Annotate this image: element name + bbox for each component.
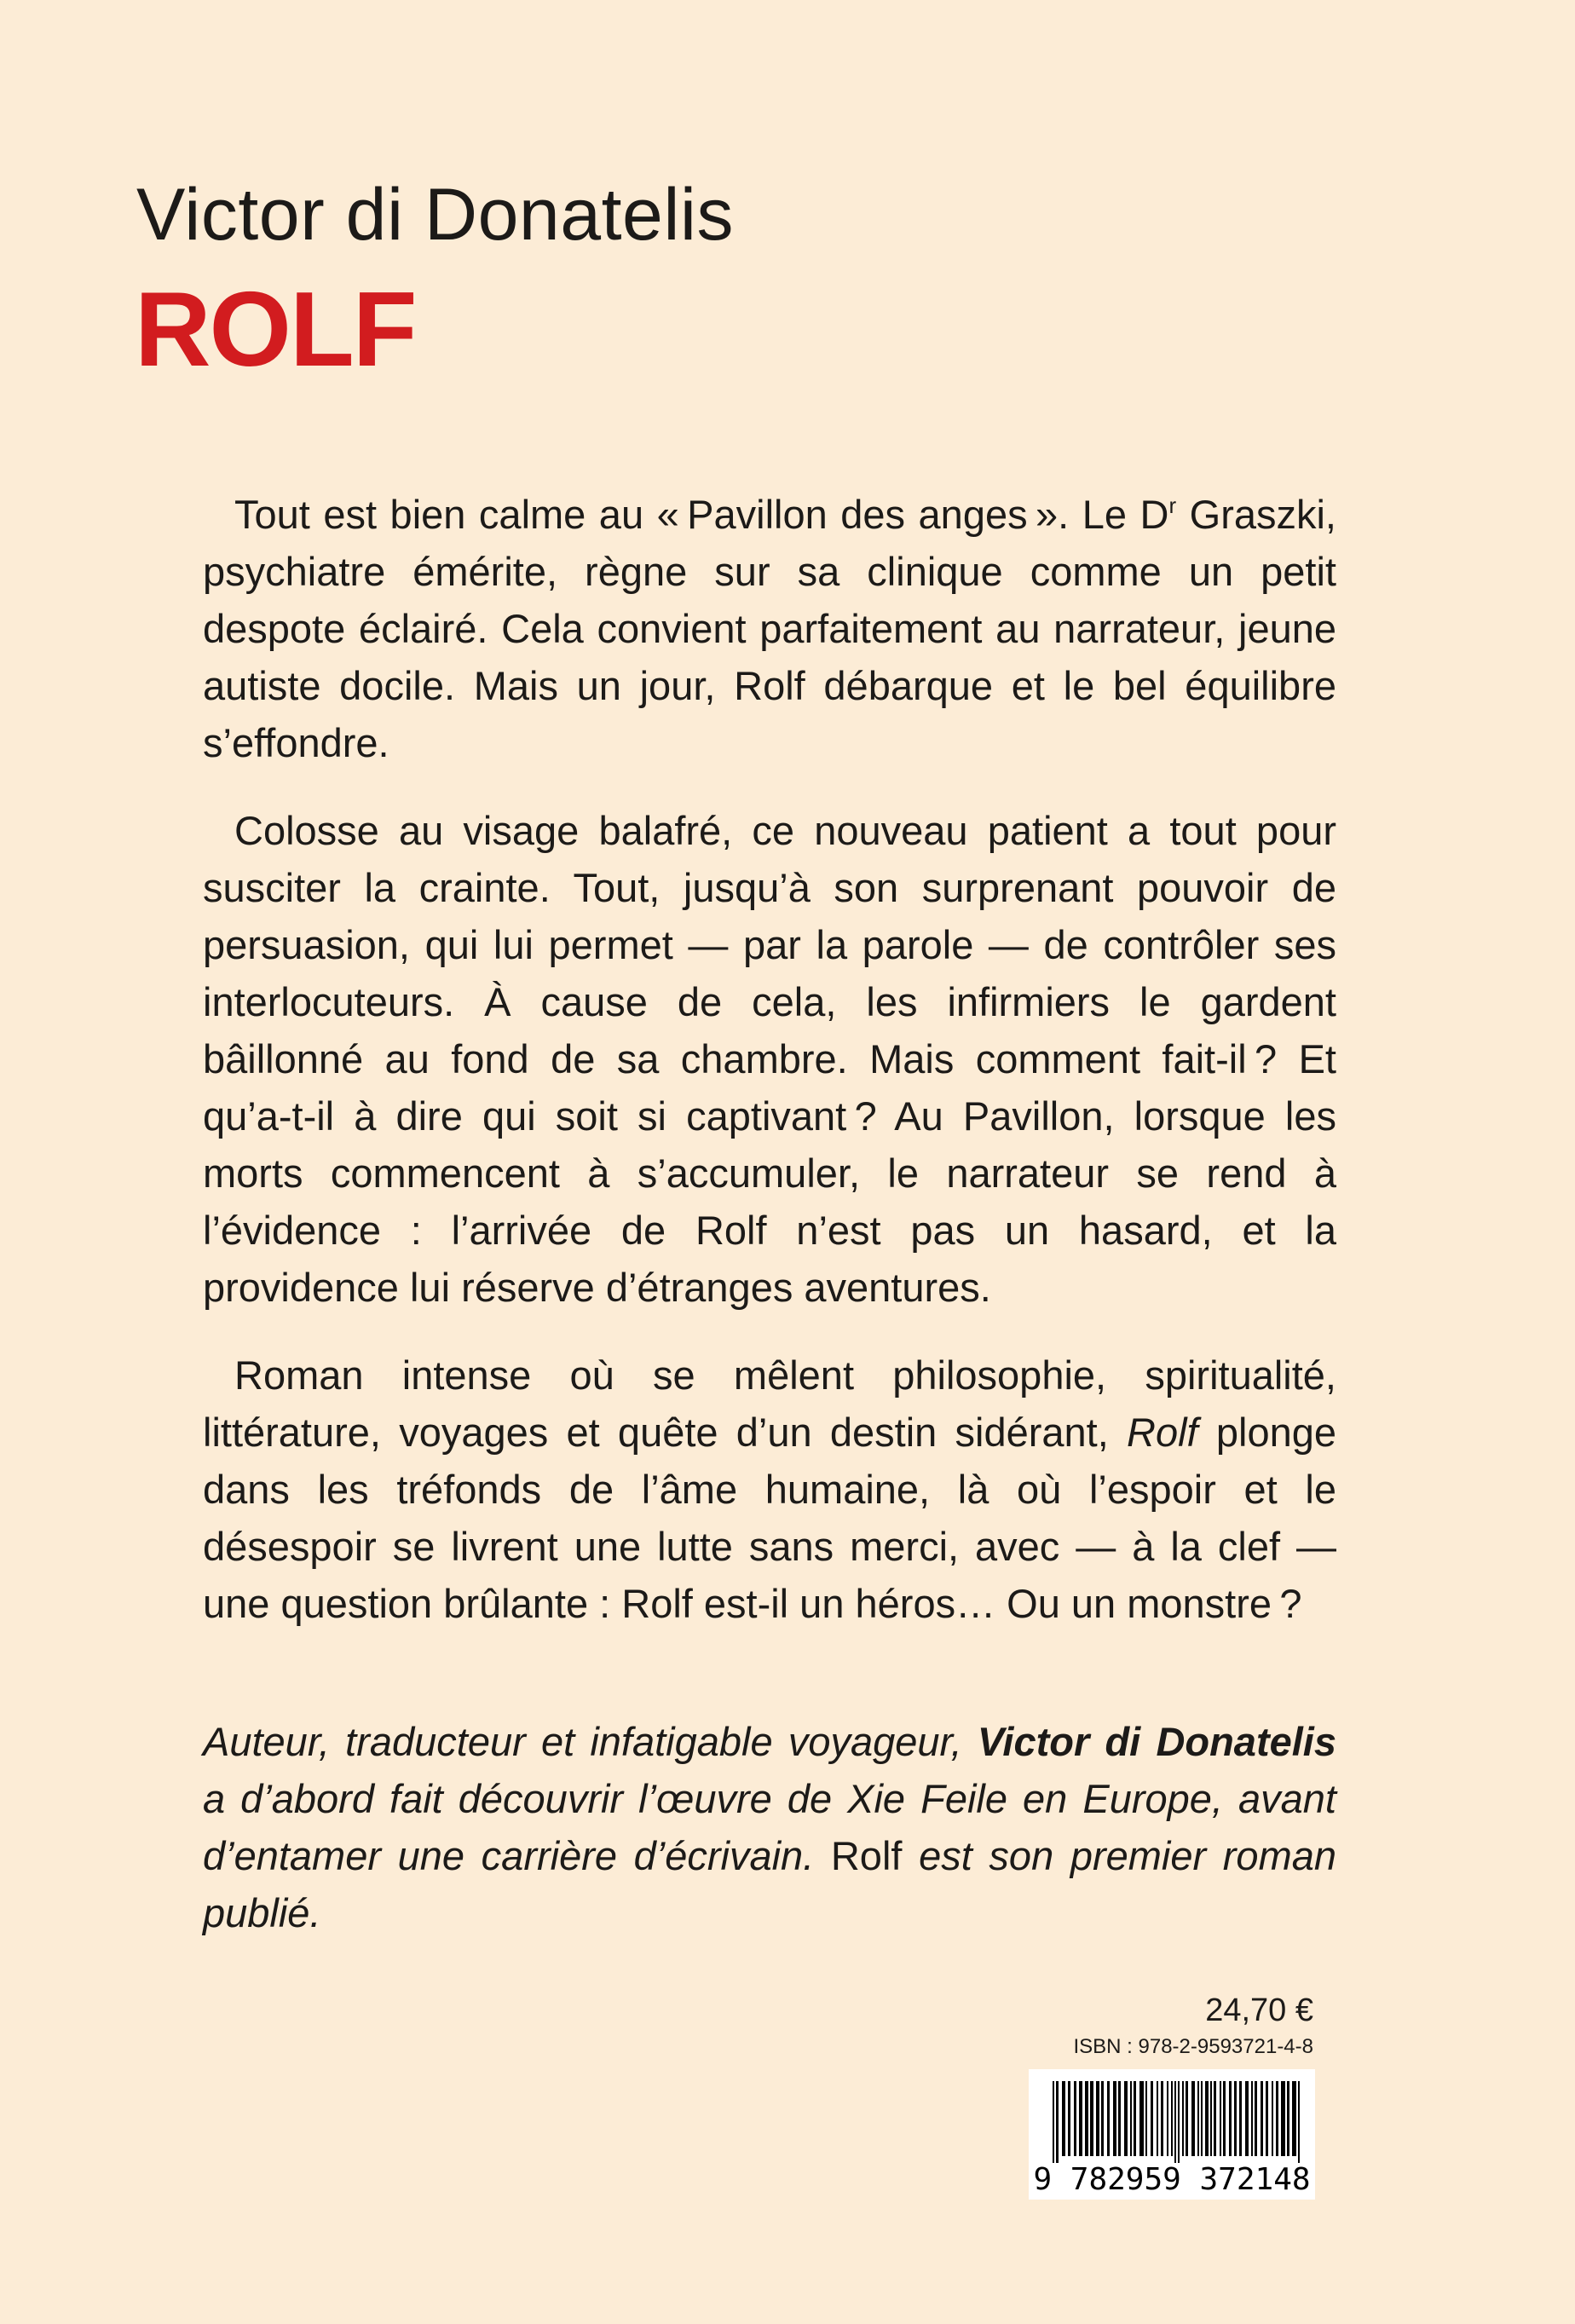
- barcode-bar: [1266, 2081, 1268, 2156]
- barcode-bar: [1174, 2081, 1176, 2163]
- barcode-bar: [1151, 2081, 1153, 2156]
- barcode-bar: [1239, 2081, 1242, 2156]
- isbn: ISBN : 978-2-9593721-4-8: [1073, 2035, 1313, 2058]
- barcode-bar: [1205, 2081, 1209, 2156]
- barcode-bar: [1178, 2081, 1180, 2163]
- synopsis-paragraph-2: Colosse au visage balafré, ce nouveau patient a tout pour susciter la crainte. Tout, jusqu’à son surprenant pouvoir de persuasion, qui lui permet — par la parole — de contrôler ses interlocuteurs. À cause de cela, les infirmiers le gardent bâillonné au fond de sa chambre. Mais comment fait-il ? Et qu’a-t-il à dire qui soit si captivant ? Au Pavillon, lorsque les morts commencent à s’accumuler, le narrateur se rend à l’évidence : l’arrivée de Rolf n’est pas un hasard, et la providence lui réserve d’étranges aventures.: [203, 808, 1336, 1310]
- barcode-bar: [1272, 2081, 1273, 2156]
- inline-title: Rolf: [1127, 1410, 1198, 1455]
- author-name: Victor di Donatelis: [136, 174, 735, 256]
- synopsis: [203, 486, 1336, 1663]
- barcode-bar: [1234, 2081, 1237, 2156]
- synopsis-paragraph-1: Tout est bien calme au « Pavillon des anges ». Le $D^r$ Graszki, psychiatre émérite, règne sur sa clinique comme un petit despote éclairé. Cela convient parfaitement au narrateur, jeune autiste docile. Mais un jour, Rolf débarque et le bel équilibre s’effondre.: [203, 492, 1336, 765]
- barcode-bar: [1214, 2081, 1216, 2156]
- barcode-bar: [1223, 2081, 1226, 2156]
- barcode-bar: [1276, 2081, 1278, 2156]
- price: 24,70 €: [1205, 1992, 1313, 2028]
- barcode-bar: [1062, 2081, 1065, 2156]
- barcode-bar: [1107, 2081, 1110, 2156]
- barcode-bar: [1161, 2081, 1163, 2156]
- barcode-bar: [1079, 2081, 1082, 2156]
- barcode-bar: [1251, 2081, 1253, 2156]
- book-title: ROLF: [135, 271, 416, 389]
- barcode-bar: [1281, 2081, 1285, 2156]
- barcode-bar: [1056, 2081, 1059, 2163]
- barcode-bar: [1145, 2081, 1147, 2156]
- barcode-bar: [1096, 2081, 1099, 2156]
- barcode-bar: [1171, 2081, 1173, 2156]
- barcode-bar: [1292, 2081, 1296, 2156]
- author-bio: Auteur, traducteur et infatigable voyageur, Victor di Donatelis a d’abord fait découvrir l’œuvre de Xie Feile en Europe, avant d’entamer une carrière d’écrivain. Rolf est son premier roman publié.: [203, 1719, 1337, 1935]
- barcode-bars: [1029, 2069, 1315, 2165]
- barcode-bar: [1118, 2081, 1121, 2156]
- barcode-bar: [1255, 2081, 1257, 2156]
- barcode-bar: [1201, 2081, 1203, 2156]
- barcode-bar: [1068, 2081, 1070, 2156]
- barcode-bar: [1139, 2081, 1144, 2156]
- synopsis-paragraph-3: Roman intense où se mêlent philosophie, spiritualité, littérature, voyages et quête d’un destin sidérant, Rolf plonge dans les tréfonds de l’âme humaine, là où l’espoir et le désespoir se livrent une lutte sans merci, avec — à la clef — une question brûlante : Rolf est-il un héros… Ou un monstre ?: [203, 1352, 1336, 1626]
- bio-author-name: Victor di Donatelis: [977, 1719, 1336, 1764]
- barcode-bar: [1245, 2081, 1249, 2156]
- barcode-bar: [1085, 2081, 1088, 2156]
- barcode-bar: [1157, 2081, 1158, 2156]
- barcode-bar: [1298, 2081, 1300, 2163]
- barcode-bar: [1134, 2081, 1136, 2156]
- barcode: [1029, 2069, 1315, 2200]
- barcode-bar: [1261, 2081, 1263, 2156]
- barcode-bar: [1101, 2081, 1104, 2156]
- barcode-bar: [1229, 2081, 1232, 2156]
- barcode-bar: [1220, 2081, 1221, 2156]
- barcode-bar: [1197, 2081, 1199, 2156]
- barcode-bar: [1186, 2081, 1188, 2156]
- barcode-bar: [1053, 2081, 1054, 2163]
- barcode-bar: [1182, 2081, 1184, 2156]
- barcode-bar: [1130, 2081, 1132, 2156]
- barcode-bar: [1090, 2081, 1093, 2156]
- barcode-bar: [1210, 2081, 1212, 2156]
- barcode-bar: [1167, 2081, 1168, 2156]
- barcode-bar: [1074, 2081, 1076, 2156]
- barcode-bar: [1124, 2081, 1128, 2156]
- barcode-bar: [1191, 2081, 1195, 2156]
- barcode-digits: 9 782959 372148: [1033, 2162, 1311, 2197]
- barcode-bar: [1287, 2081, 1289, 2156]
- barcode-bar: [1113, 2081, 1116, 2156]
